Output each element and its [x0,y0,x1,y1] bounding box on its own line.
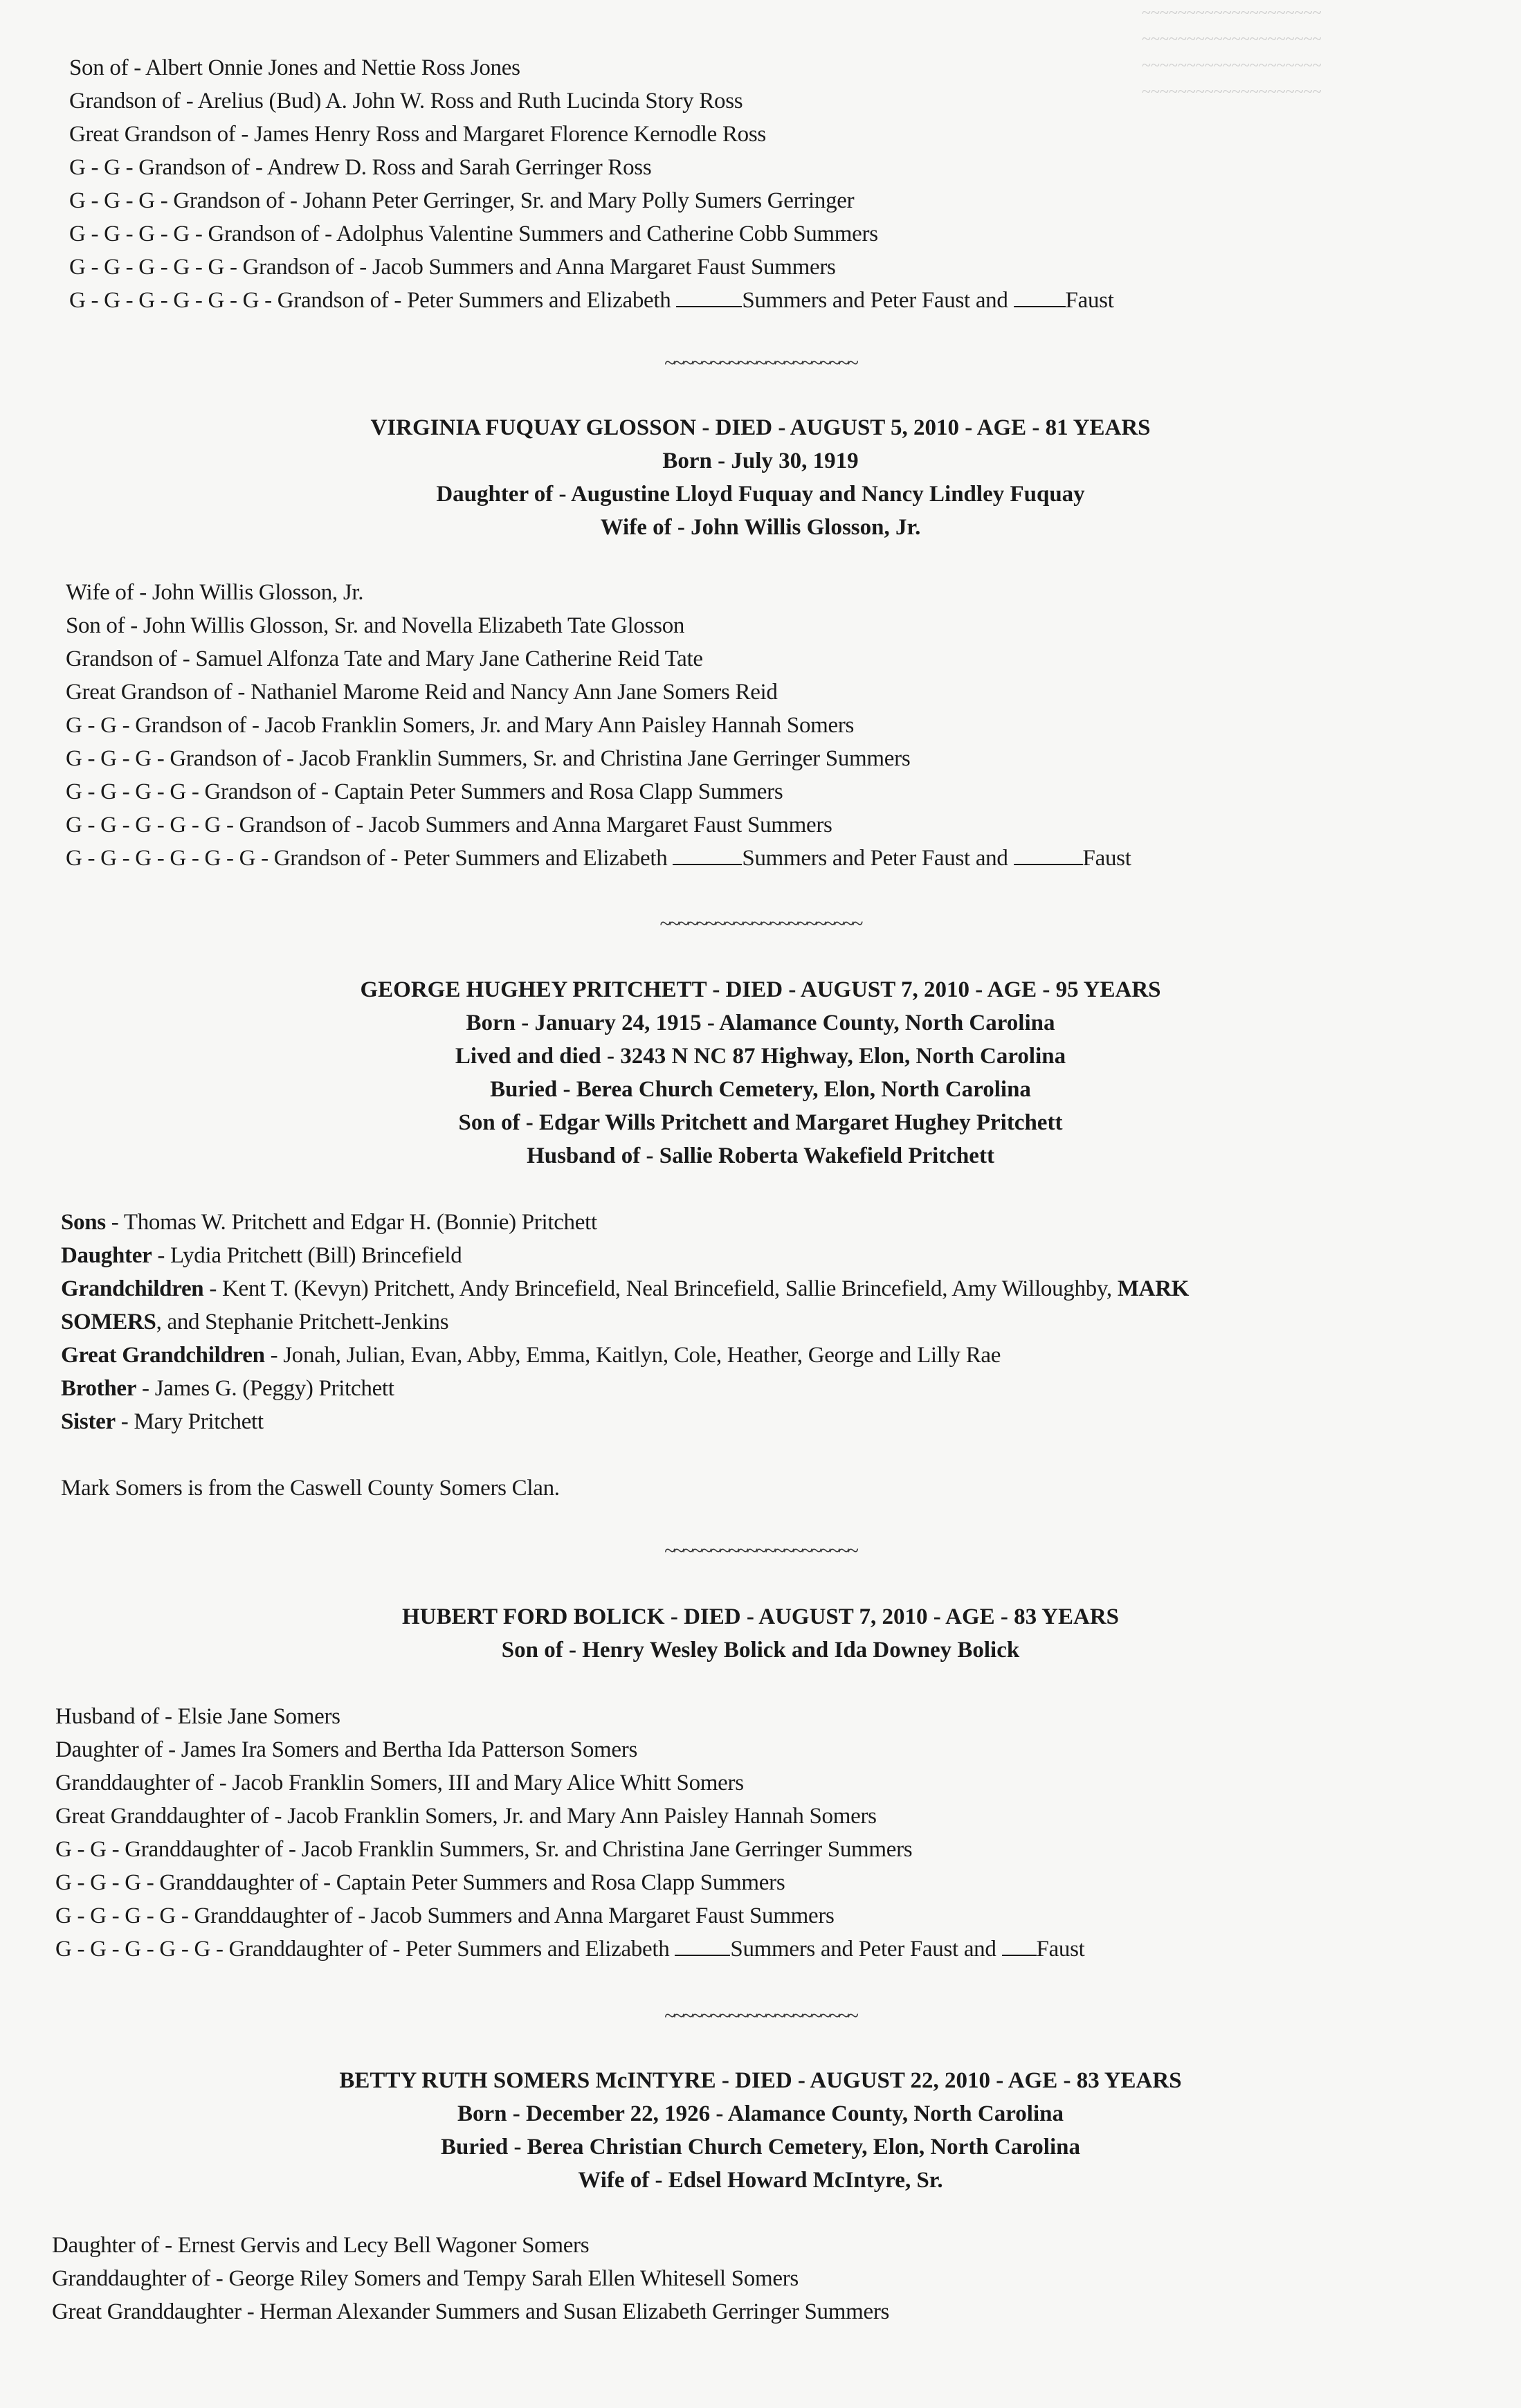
lineage-text: G - G - G - G - G - G - Grandson of - Peter Summers and Elizabeth [66,846,668,871]
lineage-line: Daughter of - James Ira Somers and Bertha Ida Patterson Somers [55,1737,637,1762]
obituary-header-line: Lived and died - 3243 N NC 87 Highway, Elon, North Carolina [455,1044,1066,1069]
family-value-highlight: SOMERS [61,1310,156,1334]
lineage-text: Faust [1065,288,1114,313]
blank-line [1014,288,1066,307]
family-label: Sister [61,1409,116,1434]
family-line-sister [61,1409,264,1435]
family-label: Brother [61,1376,137,1401]
lineage-line-last [66,846,1131,871]
lineage-line: Great Grandson of - Nathaniel Marome Reid and Nancy Ann Jane Somers Reid [66,680,778,705]
family-label: Daughter [61,1243,152,1268]
lineage-line: Granddaughter of - Jacob Franklin Somers, III and Mary Alice Whitt Somers [55,1771,744,1795]
family-value: - Jonah, Julian, Evan, Abby, Emma, Kaitlyn, Cole, Heather, George and Lilly Rae [264,1343,1001,1368]
obituary-header-line: Buried - Berea Church Cemetery, Elon, North Carolina [490,1077,1031,1102]
obituary-header-line: Son of - Henry Wesley Bolick and Ida Downey Bolick [501,1638,1020,1663]
family-value: - Thomas W. Pritchett and Edgar H. (Bonnie) Pritchett [105,1210,597,1235]
family-value-highlight: MARK [1117,1276,1190,1301]
family-label: Grandchildren [61,1276,204,1301]
lineage-line: Son of - John Willis Glosson, Sr. and Novella Elizabeth Tate Glosson [66,613,685,638]
family-line-grandchildren-cont [61,1310,448,1335]
family-line-brother [61,1376,394,1402]
obituary-header-line: Born - December 22, 1926 - Alamance County, North Carolina [457,2101,1064,2126]
separator: ~~~~~~~~~~~~~~~~~~~~~ [664,352,857,374]
obituary-title: VIRGINIA FUQUAY GLOSSON - DIED - AUGUST 5, 2010 - AGE - 81 YEARS [370,415,1151,440]
blank-line [673,846,742,865]
lineage-text: G - G - G - G - G - Granddaughter of - Peter Summers and Elizabeth [55,1937,670,1962]
blank-line [675,1937,730,1956]
lineage-line: G - G - G - G - Grandson of - Captain Peter Summers and Rosa Clapp Summers [66,779,783,804]
family-value: - Mary Pritchett [115,1409,264,1434]
lineage-line: G - G - Grandson of - Andrew D. Ross and Sarah Gerringer Ross [69,155,652,180]
lineage-line: Husband of - Elsie Jane Somers [55,1704,340,1729]
family-label: Sons [61,1210,106,1235]
lineage-line: Son of - Albert Onnie Jones and Nettie Ross Jones [69,55,520,80]
lineage-line: G - G - G - G - Granddaughter of - Jacob Summers and Anna Margaret Faust Summers [55,1903,835,1928]
bleed-through-top: ~~~~~~~~~~~~~~~~~~~~ ~~~~~~~~~~~~~~~~~~~~ ~~~~~~~~~~~~~~~~~~~~ ~~~~~~~~~~~~~~~~~~~~ [1142,4,1322,101]
lineage-line: Granddaughter of - George Riley Somers and Tempy Sarah Ellen Whitesell Somers [52,2266,799,2291]
lineage-line: G - G - G - Grandson of - Jacob Franklin Summers, Sr. and Christina Jane Gerringer Summers [66,746,911,771]
lineage-line: G - G - G - G - G - Grandson of - Jacob Summers and Anna Margaret Faust Summers [66,813,832,838]
lineage-line-last [55,1937,1085,1962]
family-line-great-grandchildren [61,1343,1001,1368]
family-line-grandchildren [61,1276,1189,1302]
obituary-note: Mark Somers is from the Caswell County Somers Clan. [61,1476,560,1501]
lineage-line: Grandson of - Samuel Alfonza Tate and Mary Jane Catherine Reid Tate [66,646,703,671]
lineage-text: Faust [1082,846,1131,871]
separator: ~~~~~~~~~~~~~~~~~~~~~ [664,2004,857,2027]
separator: ~~~~~~~~~~~~~~~~~~~~~~ [659,912,862,935]
obituary-header-line: Husband of - Sallie Roberta Wakefield Pritchett [527,1143,994,1168]
separator: ~~~~~~~~~~~~~~~~~~~~~ [664,1539,857,1562]
lineage-line: G - G - G - G - Grandson of - Adolphus Valentine Summers and Catherine Cobb Summers [69,221,878,246]
obituary-header-line: Buried - Berea Christian Church Cemetery, Elon, North Carolina [441,2135,1080,2160]
lineage-line: G - G - Granddaughter of - Jacob Franklin Summers, Sr. and Christina Jane Gerringer Summers [55,1837,913,1862]
lineage-line: Great Granddaughter of - Jacob Franklin Somers, Jr. and Mary Ann Paisley Hannah Somers [55,1804,877,1829]
family-label: Great Grandchildren [61,1343,265,1368]
obituary-header-line: Wife of - John Willis Glosson, Jr. [600,515,921,540]
obituary-title: BETTY RUTH SOMERS McINTYRE - DIED - AUGUST 22, 2010 - AGE - 83 YEARS [339,2068,1182,2093]
lineage-line: Great Grandson of - James Henry Ross and Margaret Florence Kernodle Ross [69,122,766,147]
lineage-line: Great Granddaughter - Herman Alexander Summers and Susan Elizabeth Gerringer Summers [52,2299,890,2324]
lineage-line: G - G - G - Granddaughter of - Captain Peter Summers and Rosa Clapp Summers [55,1870,785,1895]
family-line-daughter [61,1243,462,1269]
lineage-text: Summers and Peter Faust and [742,846,1008,871]
lineage-text: Summers and Peter Faust and [742,288,1008,313]
blank-line [676,288,742,307]
family-value: , and Stephanie Pritchett-Jenkins [156,1310,449,1334]
family-value: - Kent T. (Kevyn) Pritchett, Andy Brincefield, Neal Brincefield, Sallie Brincefield, Amy Willoughby, [203,1276,1118,1301]
lineage-text: Faust [1036,1937,1085,1962]
obituary-title: HUBERT FORD BOLICK - DIED - AUGUST 7, 2010 - AGE - 83 YEARS [401,1604,1120,1629]
obituary-header-line: Born - January 24, 1915 - Alamance County, North Carolina [466,1011,1055,1035]
obituary-header-line: Daughter of - Augustine Lloyd Fuquay and Nancy Lindley Fuquay [436,482,1085,507]
lineage-line: Wife of - John Willis Glosson, Jr. [66,580,364,605]
lineage-text: G - G - G - G - G - G - Grandson of - Peter Summers and Elizabeth [69,288,671,313]
lineage-line-last [69,288,1114,314]
lineage-line: Daughter of - Ernest Gervis and Lecy Bell Wagoner Somers [52,2233,590,2258]
blank-line [1014,846,1083,865]
obituary-header-line: Son of - Edgar Wills Pritchett and Margaret Hughey Pritchett [458,1110,1063,1135]
family-line-sons [61,1210,597,1235]
family-value: - James G. (Peggy) Pritchett [136,1376,394,1401]
family-value: - Lydia Pritchett (Bill) Brincefield [152,1243,462,1268]
obituary-header-line: Wife of - Edsel Howard McIntyre, Sr. [578,2168,943,2193]
obituary-header-line: Born - July 30, 1919 [662,449,859,473]
obituary-title: GEORGE HUGHEY PRITCHETT - DIED - AUGUST 7, 2010 - AGE - 95 YEARS [360,977,1161,1002]
lineage-line: G - G - G - G - G - Grandson of - Jacob Summers and Anna Margaret Faust Summers [69,255,836,280]
blank-line [1002,1937,1037,1956]
lineage-text: Summers and Peter Faust and [730,1937,996,1962]
lineage-line: Grandson of - Arelius (Bud) A. John W. Ross and Ruth Lucinda Story Ross [69,89,743,114]
lineage-line: G - G - Grandson of - Jacob Franklin Somers, Jr. and Mary Ann Paisley Hannah Somers [66,713,855,738]
lineage-line: G - G - G - Grandson of - Johann Peter Gerringer, Sr. and Mary Polly Sumers Gerringer [69,188,855,213]
